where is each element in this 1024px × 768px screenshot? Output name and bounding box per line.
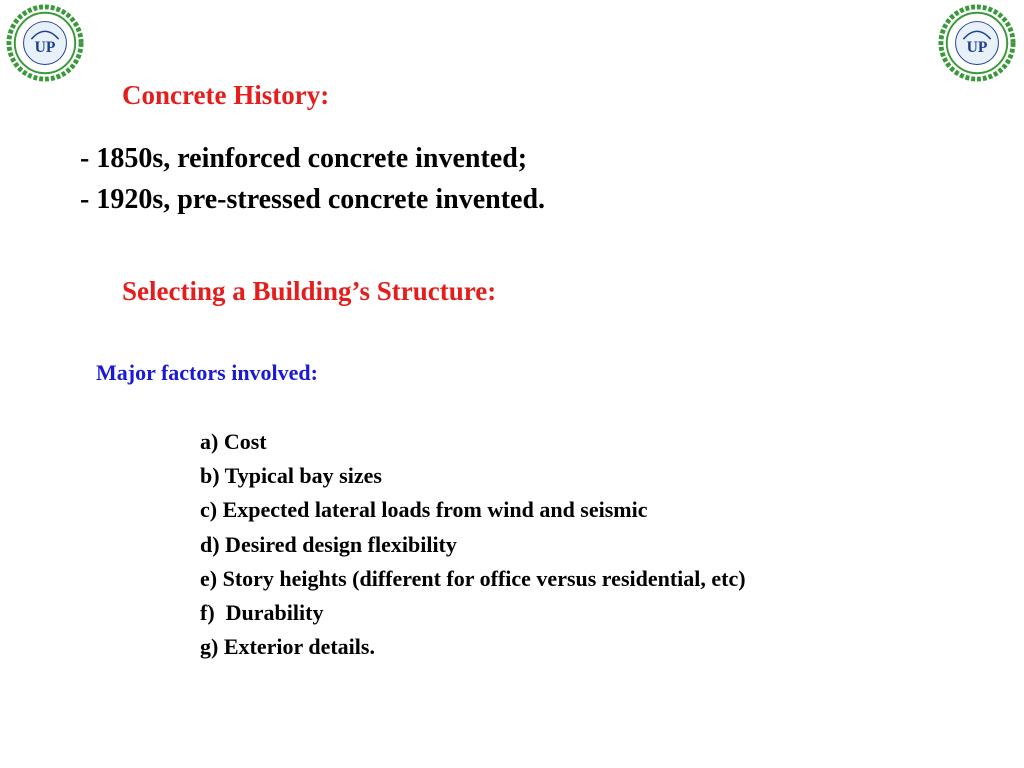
history-item: - 1920s, pre-stressed concrete invented. xyxy=(80,184,546,215)
logo-monogram: UP xyxy=(34,38,56,56)
factor-item: g) Exterior details. xyxy=(200,634,375,660)
factor-item: b) Typical bay sizes xyxy=(200,463,382,489)
history-item: - 1850s, reinforced concrete invented; xyxy=(80,143,528,174)
factors-list xyxy=(200,425,746,664)
university-logo-right xyxy=(938,4,1016,82)
building-structure-heading: Selecting a Building’s Structure: xyxy=(122,276,497,306)
factor-item: f) Durability xyxy=(200,600,324,626)
concrete-history-list xyxy=(80,138,545,220)
factor-item: a) Cost xyxy=(200,429,267,454)
factor-item: e) Story heights (different for office versus residential, etc) xyxy=(200,565,746,591)
major-factors-subheading: Major factors involved: xyxy=(96,360,318,385)
logo-monogram: UP xyxy=(966,38,988,56)
factor-item: c) Expected lateral loads from wind and seismic xyxy=(200,497,648,523)
concrete-history-heading: Concrete History: xyxy=(122,80,330,110)
university-logo-left xyxy=(6,4,84,82)
factor-item: d) Desired design flexibility xyxy=(200,531,457,557)
